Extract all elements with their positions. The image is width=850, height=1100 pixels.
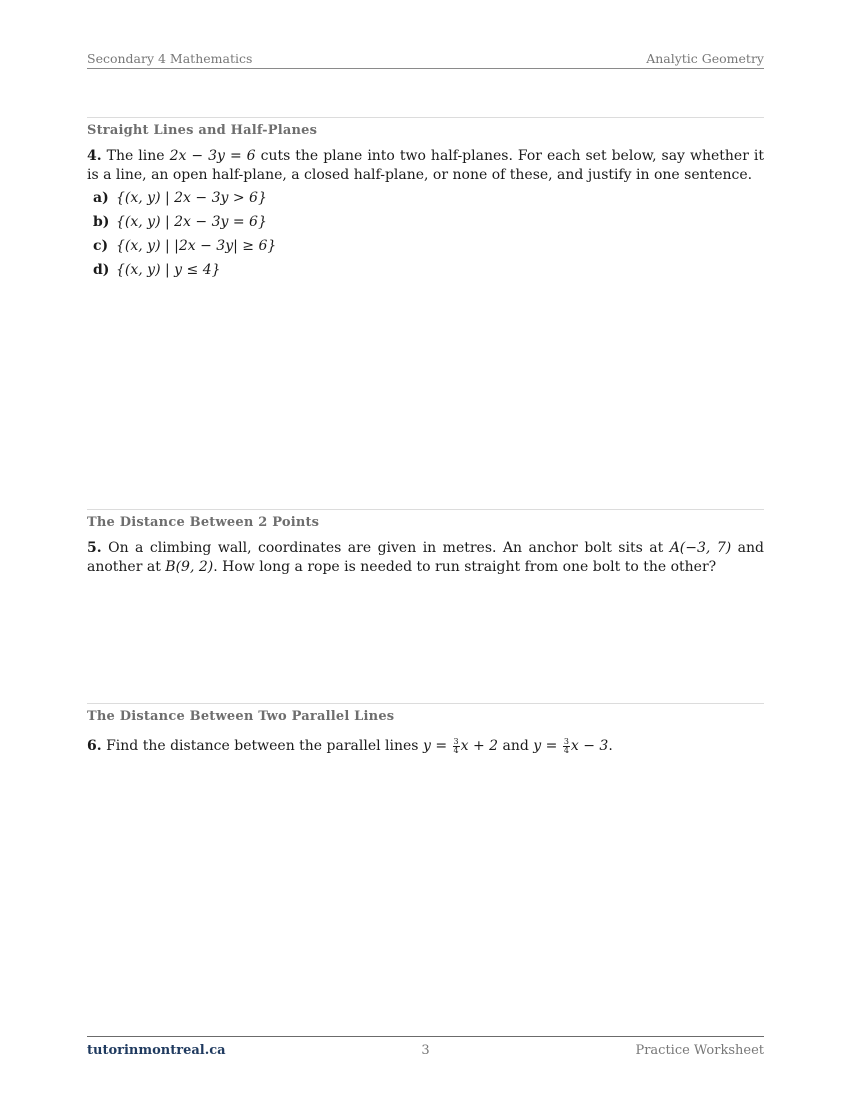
section-half-planes [87,117,764,281]
part-label: b) [93,214,110,230]
section-title: Straight Lines and Half-Planes [87,123,318,138]
fraction-denominator: 4 [453,745,459,755]
part-label: d) [93,262,110,278]
footer-label: Practice Worksheet [635,1043,764,1058]
slope-fraction [563,738,570,755]
question-text: . How long a rope is needed to run straight from one bolt to the other? [213,559,717,575]
part-a [87,187,764,209]
question-text: The line [101,148,170,164]
section-divider [87,509,764,510]
question-4 [87,147,764,185]
line-1-rhs: x + 2 [460,738,499,754]
line-2-lhs: y = [533,738,558,754]
header-course: Secondary 4 Mathematics [87,51,253,66]
line-2-rhs: x − 3 [570,738,609,754]
question-number: 5. [87,540,102,556]
part-c [87,235,764,257]
fraction-numerator: 3 [453,736,459,746]
set-expression: {(x, y) | y ≤ 4} [116,262,221,278]
part-d [87,259,764,281]
question-number: 6. [87,738,102,754]
section-title: The Distance Between 2 Points [87,515,320,530]
page-header [87,51,764,69]
question-text: and [498,738,534,754]
set-expression: {(x, y) | |2x − 3y| ≥ 6} [116,238,277,254]
fraction-numerator: 3 [563,736,569,746]
section-divider [87,703,764,704]
section-divider [87,117,764,118]
question-text: and another at [87,540,764,575]
fraction-denominator: 4 [563,745,569,755]
set-expression: {(x, y) | 2x − 3y = 6} [116,214,267,230]
part-label: c) [93,238,109,254]
question-number: 4. [87,148,102,164]
section-title: The Distance Between Two Parallel Lines [87,709,395,724]
page-footer [87,1036,764,1059]
part-label: a) [93,190,109,206]
question-parts [87,187,764,281]
section-distance-points [87,509,764,577]
slope-fraction [453,738,460,755]
footer-website-link[interactable]: tutorinmontreal.ca [87,1043,226,1058]
question-text: Find the distance between the parallel lines [101,738,423,754]
question-text: . [608,738,613,754]
question-6 [87,737,764,756]
question-text: cuts the plane into two half-planes. For each set below, say whether it is a line, an open half-plane, a closed half-plane, or none of these, and justify in one sentence. [87,148,764,183]
point-a: A(−3, 7) [669,540,732,556]
section-parallel-lines [87,703,764,756]
set-expression: {(x, y) | 2x − 3y > 6} [116,190,267,206]
header-topic: Analytic Geometry [646,51,764,66]
question-text: On a climbing wall, coordinates are given in metres. An anchor bolt sits at [101,540,670,556]
line-1-lhs: y = [422,738,448,754]
part-b [87,211,764,233]
page-number: 3 [421,1043,430,1058]
line-equation: 2x − 3y = 6 [169,148,256,164]
point-b: B(9, 2) [165,559,214,575]
question-5 [87,539,764,577]
